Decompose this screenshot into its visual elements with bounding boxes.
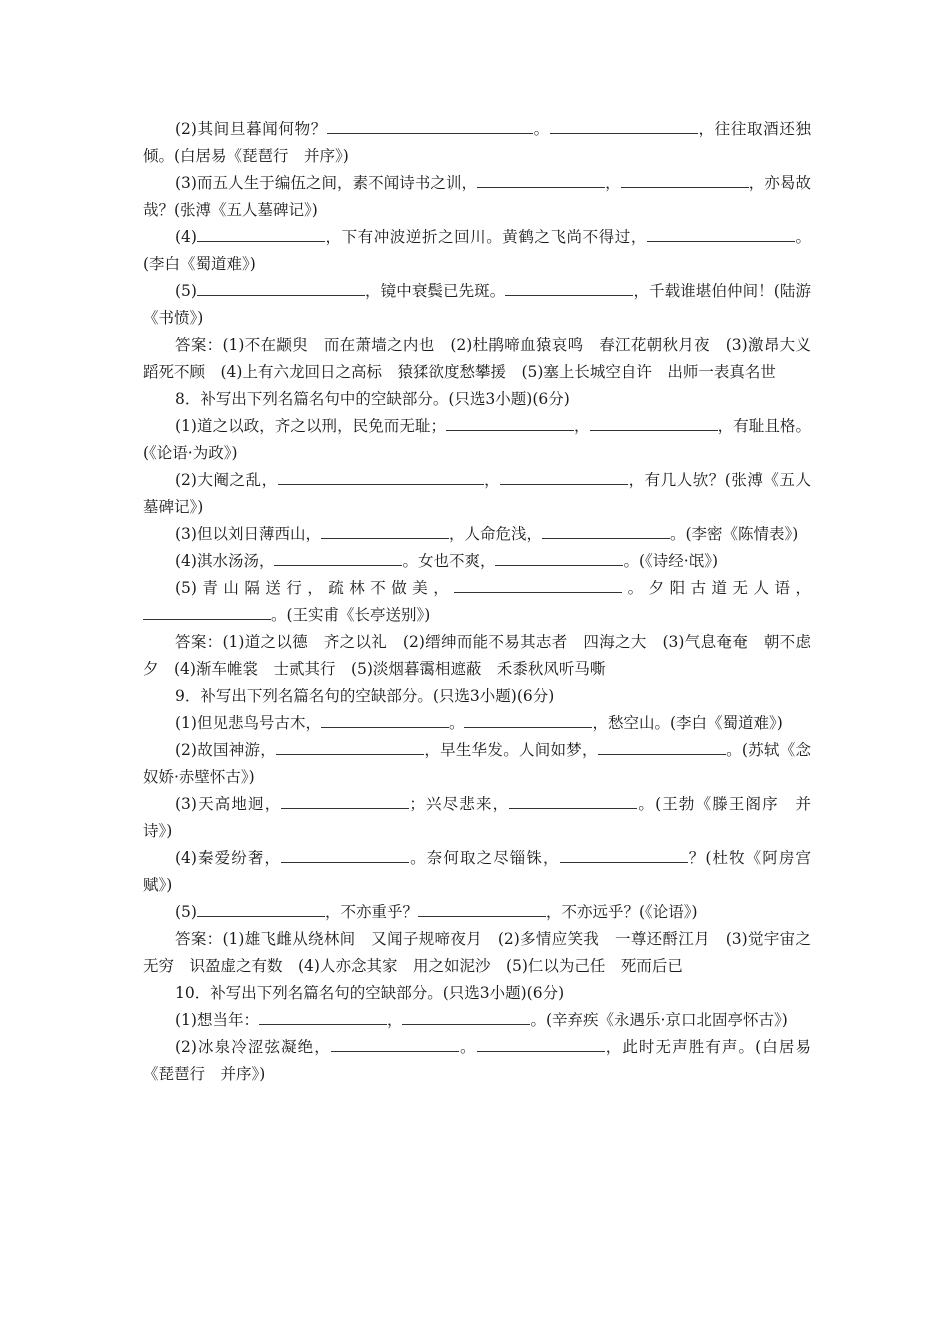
q8-item-4 — [143, 548, 811, 575]
answer-blank[interactable] — [590, 413, 718, 431]
text: 。夕阳古道无人语， — [622, 579, 811, 597]
answer-blank[interactable] — [454, 575, 622, 593]
answer-blank[interactable] — [274, 548, 402, 566]
answer-blank[interactable] — [621, 170, 749, 188]
answer-blank[interactable] — [197, 899, 325, 917]
text: 。(李白《蜀道难》) — [143, 228, 811, 273]
text: ， — [483, 471, 501, 489]
answer-blank[interactable] — [560, 845, 688, 863]
text: (2)故国神游， — [175, 741, 277, 759]
text: (4)淇水汤汤， — [175, 552, 275, 570]
answer-blank[interactable] — [550, 116, 698, 134]
text: ，人命危浅， — [448, 525, 542, 543]
text: (1)道之以政，齐之以刑，民免而无耻； — [175, 417, 446, 435]
answer-blank[interactable] — [281, 791, 409, 809]
answer-blank[interactable] — [495, 548, 623, 566]
q10-item-1 — [143, 1007, 811, 1034]
text: ，往往取酒还独倾。(白居易《琵琶行 并序》) — [143, 120, 811, 165]
text: 。(《诗经·氓》) — [623, 552, 719, 570]
text: (1)想当年： — [175, 1011, 259, 1029]
text: ， — [605, 174, 621, 192]
q7-item-2 — [143, 116, 811, 170]
q9-answer: 答案：(1)雄飞雌从绕林间 又闻子规啼夜月 (2)多情应笑我 一尊还酹江月 (3)觉宇宙之无穷 识盈虚之有数 (4)人亦念其家 用之如泥沙 (5)仁以为己任 死而后已 — [143, 930, 811, 975]
text: 。(苏轼《念奴娇·赤壁怀古》) — [143, 741, 811, 786]
text: (2)其间旦暮闻何物？ — [175, 120, 327, 138]
text: 。(王实甫《长亭送别》) — [271, 606, 431, 624]
answer-blank[interactable] — [500, 467, 628, 485]
answer-blank[interactable] — [477, 170, 605, 188]
answer-blank[interactable] — [402, 1007, 530, 1025]
answer-blank[interactable] — [197, 278, 365, 296]
text: ，不亦重乎？ — [324, 903, 418, 921]
text: (5) — [175, 903, 197, 921]
q9-item-4 — [143, 845, 811, 899]
q10-item-2 — [143, 1034, 811, 1088]
text: 。 — [458, 1038, 477, 1056]
answer-blank[interactable] — [197, 224, 325, 242]
answer-blank[interactable] — [321, 521, 449, 539]
q9-title: 9．补写出下列名篇名句的空缺部分。(只选3小题)(6分) — [175, 687, 555, 705]
q9-item-2 — [143, 737, 811, 791]
answer-blank[interactable] — [143, 602, 271, 620]
text: ，亦曷故哉？(张溥《五人墓碑记》) — [143, 174, 811, 219]
answer-blank[interactable] — [331, 1034, 459, 1052]
text: 。(王勃《滕王阁序 并诗》) — [143, 795, 811, 840]
text: 。 — [532, 120, 550, 138]
answer-blank[interactable] — [276, 737, 424, 755]
text: 。 — [448, 714, 465, 732]
answer-blank[interactable] — [509, 791, 637, 809]
q7-item-4 — [143, 224, 811, 278]
text: (2)冰泉冷涩弦凝绝， — [175, 1038, 331, 1056]
answer-blank[interactable] — [598, 737, 726, 755]
text: (4)秦爱纷奢， — [175, 849, 282, 867]
text: ，早生华发。人间如梦， — [424, 741, 598, 759]
answer-blank[interactable] — [446, 413, 574, 431]
text: ，有几人欤？(张溥《五人墓碑记》) — [143, 471, 811, 516]
text: 。(李密《陈情表》) — [669, 525, 799, 543]
text: (4) — [175, 228, 197, 246]
text: ，千载谁堪伯仲间！(陆游《书愤》) — [143, 282, 811, 327]
q8-item-5 — [143, 575, 811, 629]
q8-title: 8．补写出下列名篇名句中的空缺部分。(只选3小题)(6分) — [175, 390, 570, 408]
text: 。女也不爽， — [402, 552, 496, 570]
q8-item-1 — [143, 413, 811, 467]
text: (3)天高地迥， — [175, 795, 282, 813]
text: ，不亦远乎？(《论语》) — [545, 903, 698, 921]
text: 。奈何取之尽锱铢， — [409, 849, 560, 867]
text: ， — [573, 417, 590, 435]
text: ，此时无声胜有声。(白居易《琵琶行 并序》) — [143, 1038, 811, 1083]
answer-blank[interactable] — [259, 1007, 387, 1025]
answer-blank[interactable] — [278, 467, 484, 485]
text: (5)青山隔送行，疏林不做美， — [175, 579, 455, 597]
answer-blank[interactable] — [418, 899, 546, 917]
q9-item-5 — [143, 899, 811, 926]
q8-item-3 — [143, 521, 811, 548]
answer-blank[interactable] — [327, 116, 533, 134]
text: (3)而五人生于编伍之间，素不闻诗书之训， — [175, 174, 478, 192]
text: 。(辛弃疾《永遇乐·京口北固亭怀古》) — [530, 1011, 788, 1029]
answer-blank[interactable] — [477, 1034, 605, 1052]
answer-blank[interactable] — [505, 278, 633, 296]
text: (3)但以刘日薄西山， — [175, 525, 321, 543]
answer-blank[interactable] — [542, 521, 670, 539]
q9-item-3 — [143, 791, 811, 845]
q9-item-1 — [143, 710, 811, 737]
text: ，愁空山。(李白《蜀道难》) — [592, 714, 783, 732]
q7-answer: 答案：(1)不在颛臾 而在萧墙之内也 (2)杜鹃啼血猿哀鸣 春江花朝秋月夜 (3)激昂大义 蹈死不顾 (4)上有六龙回日之高标 猿猱欲度愁攀援 (5)塞上长城空自许 出师一表真名世 — [143, 336, 827, 381]
text: ， — [386, 1011, 403, 1029]
text: (5) — [175, 282, 197, 300]
q7-item-3 — [143, 170, 811, 224]
text: ，下有冲波逆折之回川。黄鹤之飞尚不得过， — [324, 228, 647, 246]
document-page — [143, 116, 827, 1088]
answer-blank[interactable] — [647, 224, 795, 242]
text: (2)大阉之乱， — [175, 471, 278, 489]
answer-blank[interactable] — [321, 710, 449, 728]
q8-item-2 — [143, 467, 811, 521]
text: ；兴尽悲来， — [409, 795, 510, 813]
answer-blank[interactable] — [464, 710, 592, 728]
text: ？(杜牧《阿房宫赋》) — [143, 849, 811, 894]
text: ，有耻且格。(《论语·为政》) — [143, 417, 811, 462]
answer-blank[interactable] — [281, 845, 409, 863]
q7-item-5 — [143, 278, 811, 332]
q8-answer: 答案：(1)道之以德 齐之以礼 (2)缙绅而能不易其志者 四海之大 (3)气息奄奄 朝不虑夕 (4)渐车帷裳 士贰其行 (5)淡烟暮霭相遮蔽 禾黍秋风听马嘶 — [143, 633, 811, 678]
text: (1)但见悲鸟号古木， — [175, 714, 321, 732]
q10-title: 10．补写出下列名篇名句的空缺部分。(只选3小题)(6分) — [175, 984, 565, 1002]
text: ，镜中衰鬓已先斑。 — [364, 282, 506, 300]
